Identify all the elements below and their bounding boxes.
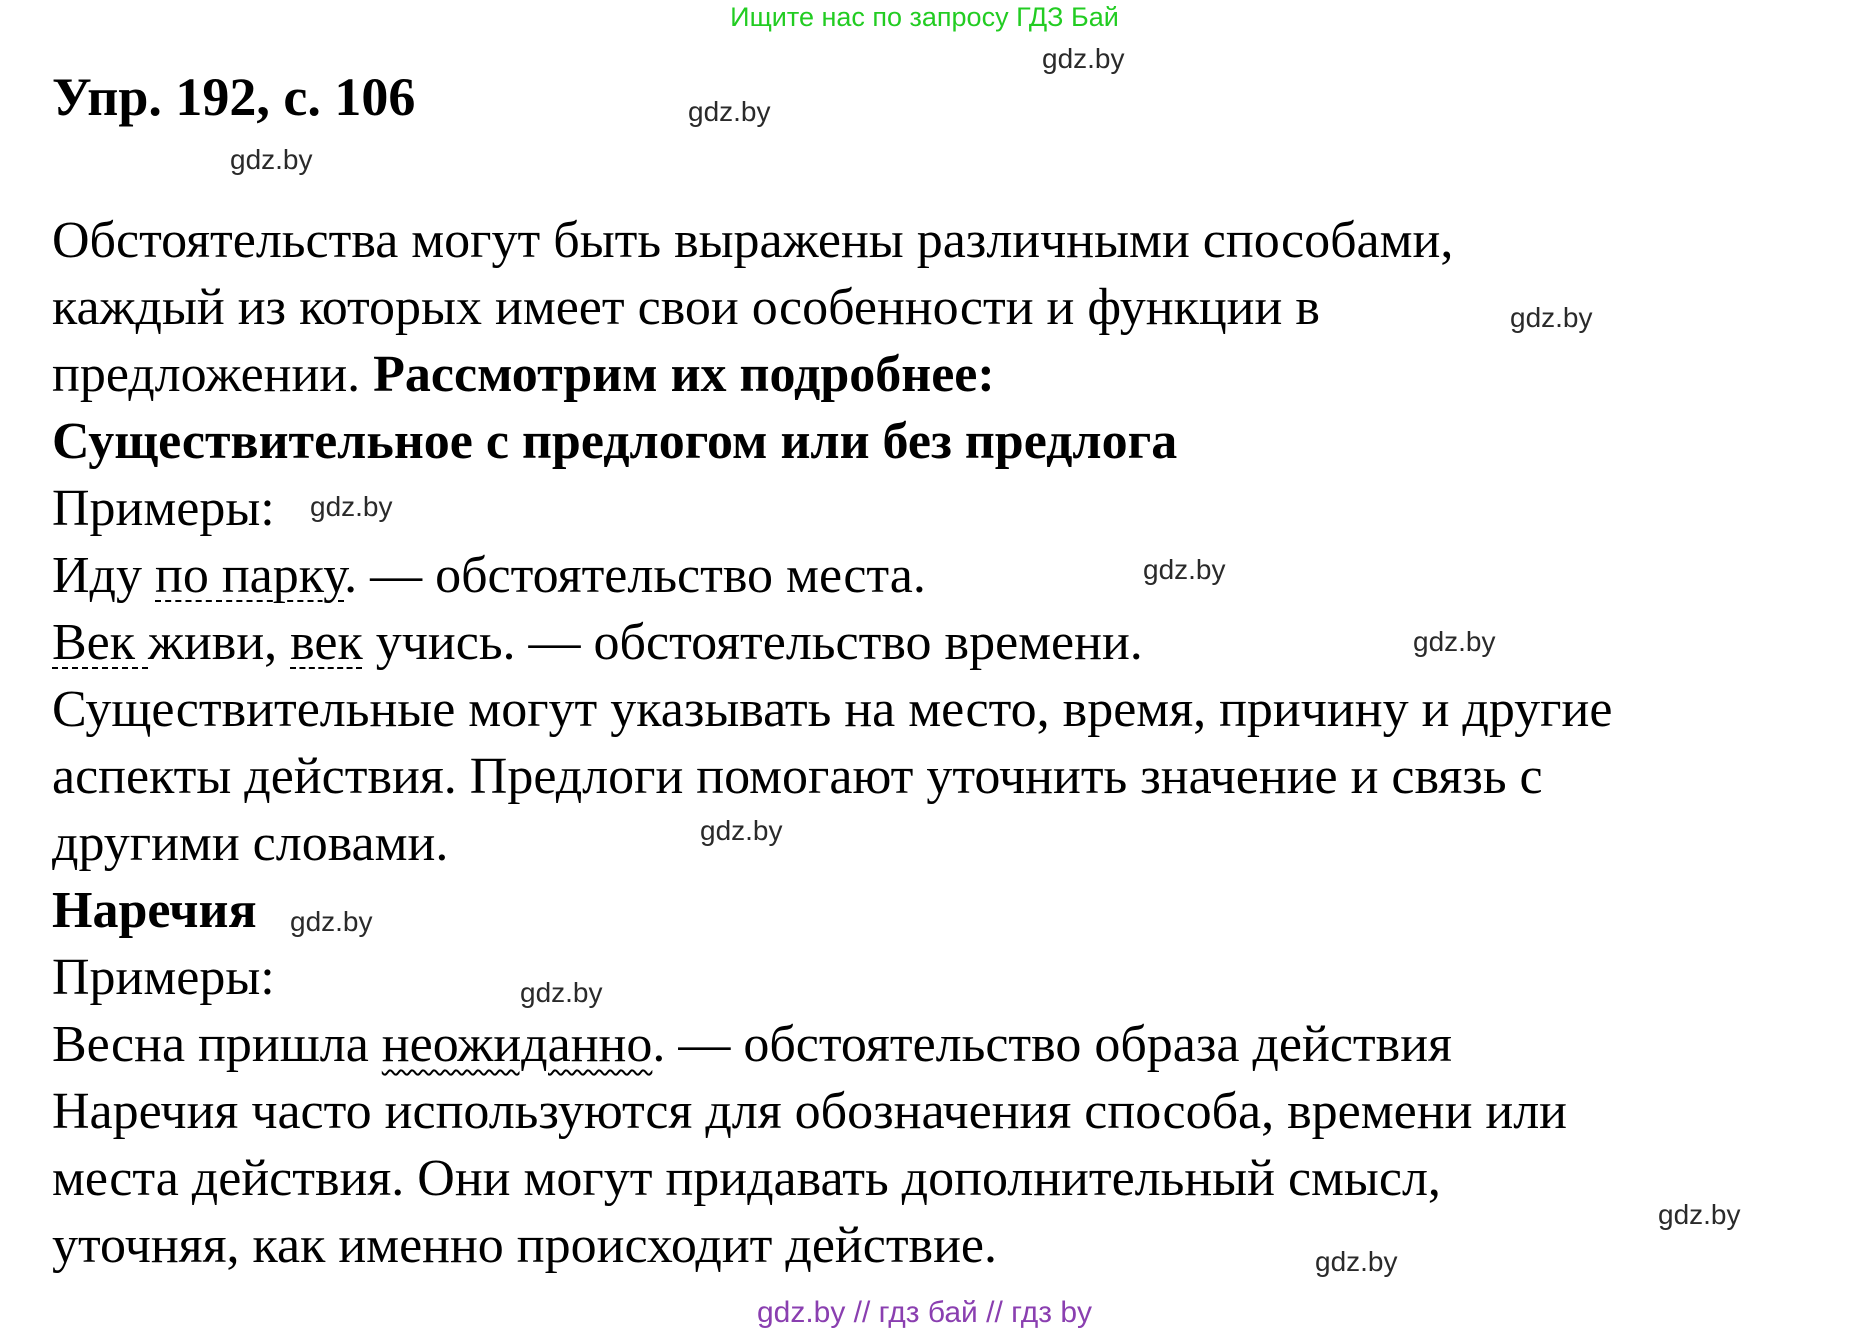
watermark: gdz.by: [1658, 1199, 1741, 1230]
watermark: gdz.by: [688, 96, 771, 127]
watermark: gdz.by: [1143, 554, 1226, 585]
section2-examples-label: Примеры:: [52, 949, 275, 1006]
footer-links: gdz.by // гдз бай // гдз by: [756, 1296, 1093, 1329]
section2-example-1: [52, 1012, 1452, 1078]
example-text: . — обстоятельство места.: [344, 547, 926, 604]
example-text: учись. — обстоятельство времени.: [362, 614, 1143, 671]
example-marked-word: Век: [52, 614, 149, 671]
section1-heading: Существительное с предлогом или без предлога: [52, 413, 1178, 470]
section1-example-1: [52, 543, 926, 609]
section2-text-line-1: Наречия часто используются для обозначения способа, времени или: [52, 1083, 1568, 1140]
watermark: gdz.by: [700, 815, 783, 846]
watermark: gdz.by: [290, 906, 373, 937]
example-marked-word: по парку: [155, 547, 345, 604]
top-banner: Ищите нас по запросу ГДЗ Бай: [730, 2, 1119, 32]
watermark: gdz.by: [310, 491, 393, 522]
section1-examples-label: Примеры:: [52, 480, 275, 537]
section2-text-line-2: места действия. Они могут придавать дополнительный смысл,: [52, 1150, 1441, 1207]
section2-heading: Наречия: [52, 882, 257, 939]
watermark: gdz.by: [1510, 302, 1593, 333]
section1-example-2: [52, 610, 1143, 676]
example-text: Весна пришла: [52, 1016, 382, 1073]
watermark: gdz.by: [1413, 626, 1496, 657]
watermark: gdz.by: [1315, 1246, 1398, 1277]
example-marked-word: век: [290, 614, 363, 671]
watermark: gdz.by: [230, 144, 313, 175]
example-marked-word: неожиданно: [381, 1016, 653, 1073]
example-text: живи,: [148, 614, 291, 671]
intro-line-3: [52, 342, 995, 408]
section1-text-line-1: Существительные могут указывать на место, время, причину и другие: [52, 681, 1613, 738]
intro-line-2: каждый из которых имеет свои особенности и функции в: [52, 279, 1320, 336]
intro-line-1: Обстоятельства могут быть выражены различными способами,: [52, 212, 1454, 269]
exercise-title: Упр. 192, с. 106: [52, 67, 416, 127]
intro-line-3-bold: Рассмотрим их подробнее:: [373, 346, 995, 403]
intro-line-3-text: предложении.: [52, 346, 374, 403]
section1-text-line-2: аспекты действия. Предлоги помогают уточнить значение и связь с: [52, 748, 1543, 805]
watermark: gdz.by: [520, 977, 603, 1008]
example-text: Иду: [52, 547, 156, 604]
section2-text-line-3: уточняя, как именно происходит действие.: [52, 1217, 998, 1274]
watermark: gdz.by: [1042, 43, 1125, 74]
example-text: . — обстоятельство образа действия: [652, 1016, 1452, 1073]
section1-text-line-3: другими словами.: [52, 815, 449, 872]
